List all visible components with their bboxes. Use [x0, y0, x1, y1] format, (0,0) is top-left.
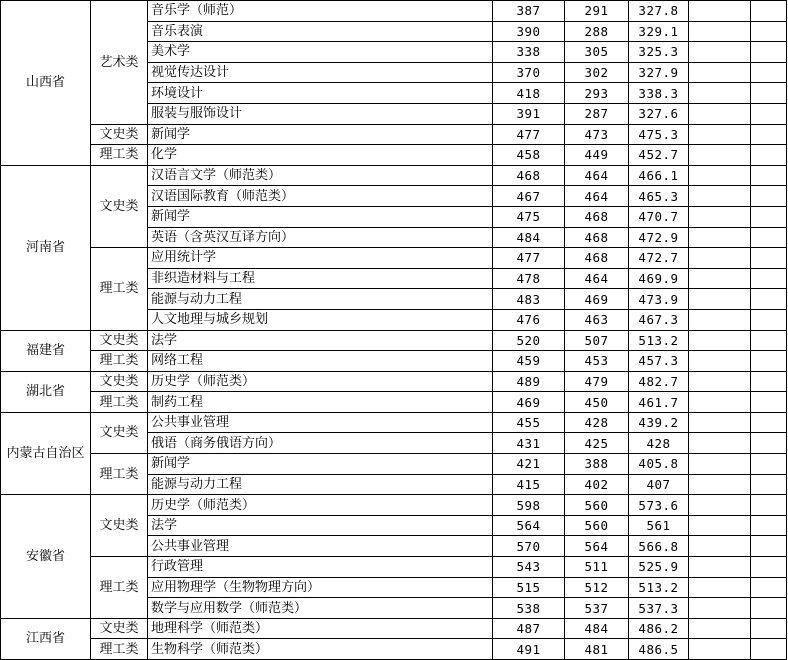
empty-cell[interactable]: [751, 124, 787, 145]
empty-cell[interactable]: [689, 206, 751, 227]
empty-cell[interactable]: [751, 495, 787, 516]
avg-score-cell[interactable]: 467.3: [629, 309, 689, 330]
major-cell[interactable]: 美术学: [148, 42, 493, 63]
min-score-cell[interactable]: 453: [565, 351, 629, 372]
min-score-cell[interactable]: 469: [565, 289, 629, 310]
major-cell[interactable]: 新闻学: [148, 206, 493, 227]
major-cell[interactable]: 汉语言文学（师范类）: [148, 165, 493, 186]
avg-score-cell[interactable]: 573.6: [629, 495, 689, 516]
table-row: [1, 639, 787, 660]
avg-score-cell[interactable]: 461.7: [629, 392, 689, 413]
category-cell[interactable]: 文史类: [91, 371, 148, 392]
empty-cell[interactable]: [751, 165, 787, 186]
table-row: [1, 495, 787, 516]
category-cell[interactable]: 理工类: [91, 639, 148, 660]
major-cell[interactable]: 服装与服饰设计: [148, 103, 493, 124]
major-cell[interactable]: 新闻学: [148, 124, 493, 145]
max-score-cell[interactable]: 477: [493, 248, 565, 269]
empty-cell[interactable]: [689, 454, 751, 475]
max-score-cell[interactable]: 459: [493, 351, 565, 372]
major-cell[interactable]: 历史学（师范类）: [148, 371, 493, 392]
min-score-cell[interactable]: 388: [565, 454, 629, 475]
category-cell[interactable]: 文史类: [91, 165, 148, 247]
max-score-cell[interactable]: 484: [493, 227, 565, 248]
avg-score-cell[interactable]: 472.9: [629, 227, 689, 248]
avg-score-cell[interactable]: 428: [629, 433, 689, 454]
empty-cell[interactable]: [751, 577, 787, 598]
max-score-cell[interactable]: 475: [493, 206, 565, 227]
category-cell[interactable]: 理工类: [91, 351, 148, 372]
table-row: [1, 248, 787, 269]
empty-cell[interactable]: [751, 42, 787, 63]
avg-score-cell[interactable]: 482.7: [629, 371, 689, 392]
max-score-cell[interactable]: 390: [493, 21, 565, 42]
empty-cell[interactable]: [689, 165, 751, 186]
major-cell[interactable]: 应用统计学: [148, 248, 493, 269]
table-row: [1, 412, 787, 433]
table-row: [1, 124, 787, 145]
empty-cell[interactable]: [689, 227, 751, 248]
empty-cell[interactable]: [751, 536, 787, 557]
min-score-cell[interactable]: 479: [565, 371, 629, 392]
empty-cell[interactable]: [689, 618, 751, 639]
major-cell[interactable]: 网络工程: [148, 351, 493, 372]
empty-cell[interactable]: [689, 309, 751, 330]
province-cell[interactable]: 内蒙古自治区: [1, 412, 91, 494]
avg-score-cell[interactable]: 513.2: [629, 330, 689, 351]
major-cell[interactable]: 新闻学: [148, 454, 493, 475]
empty-cell[interactable]: [751, 309, 787, 330]
max-score-cell[interactable]: 421: [493, 454, 565, 475]
major-cell[interactable]: 公共事业管理: [148, 536, 493, 557]
avg-score-cell[interactable]: 329.1: [629, 21, 689, 42]
avg-score-cell[interactable]: 566.8: [629, 536, 689, 557]
min-score-cell[interactable]: 305: [565, 42, 629, 63]
major-cell[interactable]: 公共事业管理: [148, 412, 493, 433]
major-cell[interactable]: 能源与动力工程: [148, 289, 493, 310]
province-cell[interactable]: 福建省: [1, 330, 91, 371]
avg-score-cell[interactable]: 473.9: [629, 289, 689, 310]
avg-score-cell[interactable]: 537.3: [629, 598, 689, 619]
empty-cell[interactable]: [689, 103, 751, 124]
table-row: [1, 330, 787, 351]
empty-cell[interactable]: [689, 557, 751, 578]
empty-cell[interactable]: [689, 433, 751, 454]
max-score-cell[interactable]: 468: [493, 165, 565, 186]
avg-score-cell[interactable]: 407: [629, 474, 689, 495]
max-score-cell[interactable]: 469: [493, 392, 565, 413]
min-score-cell[interactable]: 288: [565, 21, 629, 42]
empty-cell[interactable]: [689, 62, 751, 83]
avg-score-cell[interactable]: 469.9: [629, 268, 689, 289]
max-score-cell[interactable]: 487: [493, 618, 565, 639]
empty-cell[interactable]: [689, 21, 751, 42]
min-score-cell[interactable]: 464: [565, 186, 629, 207]
avg-score-cell[interactable]: 465.3: [629, 186, 689, 207]
min-score-cell[interactable]: 507: [565, 330, 629, 351]
category-cell[interactable]: 文史类: [91, 412, 148, 453]
min-score-cell[interactable]: 468: [565, 206, 629, 227]
empty-cell[interactable]: [689, 248, 751, 269]
empty-cell[interactable]: [689, 515, 751, 536]
empty-cell[interactable]: [751, 557, 787, 578]
table-row: [1, 454, 787, 475]
empty-cell[interactable]: [751, 392, 787, 413]
table-row: [1, 145, 787, 166]
empty-cell[interactable]: [751, 1, 787, 22]
empty-cell[interactable]: [751, 371, 787, 392]
empty-cell[interactable]: [689, 371, 751, 392]
empty-cell[interactable]: [751, 62, 787, 83]
major-cell[interactable]: 英语（含英汉互译方向）: [148, 227, 493, 248]
min-score-cell[interactable]: 560: [565, 495, 629, 516]
major-cell[interactable]: 生物科学（师范类）: [148, 639, 493, 660]
major-cell[interactable]: 俄语（商务俄语方向）: [148, 433, 493, 454]
min-score-cell[interactable]: 468: [565, 248, 629, 269]
table-row: [1, 351, 787, 372]
max-score-cell[interactable]: 415: [493, 474, 565, 495]
avg-score-cell[interactable]: 452.7: [629, 145, 689, 166]
empty-cell[interactable]: [689, 536, 751, 557]
max-score-cell[interactable]: 483: [493, 289, 565, 310]
max-score-cell[interactable]: 478: [493, 268, 565, 289]
max-score-cell[interactable]: 467: [493, 186, 565, 207]
max-score-cell[interactable]: 431: [493, 433, 565, 454]
min-score-cell[interactable]: 512: [565, 577, 629, 598]
min-score-cell[interactable]: 468: [565, 227, 629, 248]
min-score-cell[interactable]: 511: [565, 557, 629, 578]
empty-cell[interactable]: [689, 289, 751, 310]
max-score-cell[interactable]: 570: [493, 536, 565, 557]
empty-cell[interactable]: [689, 495, 751, 516]
max-score-cell[interactable]: 598: [493, 495, 565, 516]
empty-cell[interactable]: [689, 145, 751, 166]
province-cell[interactable]: 江西省: [1, 618, 91, 659]
empty-cell[interactable]: [751, 618, 787, 639]
category-cell[interactable]: 艺术类: [91, 1, 148, 125]
province-cell[interactable]: 山西省: [1, 1, 91, 166]
major-cell[interactable]: 音乐学（师范）: [148, 1, 493, 22]
max-score-cell[interactable]: 387: [493, 1, 565, 22]
empty-cell[interactable]: [751, 515, 787, 536]
category-cell[interactable]: 理工类: [91, 557, 148, 619]
max-score-cell[interactable]: 455: [493, 412, 565, 433]
max-score-cell[interactable]: 515: [493, 577, 565, 598]
avg-score-cell[interactable]: 338.3: [629, 83, 689, 104]
table-row: [1, 618, 787, 639]
major-cell[interactable]: 法学: [148, 330, 493, 351]
empty-cell[interactable]: [751, 145, 787, 166]
max-score-cell[interactable]: 418: [493, 83, 565, 104]
category-cell[interactable]: 文史类: [91, 330, 148, 351]
empty-cell[interactable]: [689, 186, 751, 207]
empty-cell[interactable]: [689, 268, 751, 289]
table-row: [1, 557, 787, 578]
empty-cell[interactable]: [689, 1, 751, 22]
min-score-cell[interactable]: 291: [565, 1, 629, 22]
empty-cell[interactable]: [689, 639, 751, 660]
table-body: [1, 1, 787, 660]
min-score-cell[interactable]: 464: [565, 165, 629, 186]
empty-cell[interactable]: [689, 474, 751, 495]
max-score-cell[interactable]: 543: [493, 557, 565, 578]
province-cell[interactable]: 安徽省: [1, 495, 91, 619]
major-cell[interactable]: 音乐表演: [148, 21, 493, 42]
min-score-cell[interactable]: 481: [565, 639, 629, 660]
max-score-cell[interactable]: 489: [493, 371, 565, 392]
category-cell[interactable]: 理工类: [91, 145, 148, 166]
min-score-cell[interactable]: 425: [565, 433, 629, 454]
avg-score-cell[interactable]: 327.9: [629, 62, 689, 83]
empty-cell[interactable]: [751, 474, 787, 495]
avg-score-cell[interactable]: 466.1: [629, 165, 689, 186]
empty-cell[interactable]: [751, 598, 787, 619]
empty-cell[interactable]: [689, 412, 751, 433]
max-score-cell[interactable]: 338: [493, 42, 565, 63]
province-cell[interactable]: 河南省: [1, 165, 91, 330]
avg-score-cell[interactable]: 327.8: [629, 1, 689, 22]
table-row: [1, 371, 787, 392]
category-cell[interactable]: 理工类: [91, 248, 148, 330]
empty-cell[interactable]: [689, 577, 751, 598]
category-cell[interactable]: 文史类: [91, 124, 148, 145]
empty-cell[interactable]: [751, 103, 787, 124]
min-score-cell[interactable]: 564: [565, 536, 629, 557]
min-score-cell[interactable]: 450: [565, 392, 629, 413]
major-cell[interactable]: 制药工程: [148, 392, 493, 413]
avg-score-cell[interactable]: 525.9: [629, 557, 689, 578]
avg-score-cell[interactable]: 470.7: [629, 206, 689, 227]
empty-cell[interactable]: [751, 21, 787, 42]
min-score-cell[interactable]: 287: [565, 103, 629, 124]
min-score-cell[interactable]: 428: [565, 412, 629, 433]
empty-cell[interactable]: [751, 206, 787, 227]
min-score-cell[interactable]: 293: [565, 83, 629, 104]
min-score-cell[interactable]: 402: [565, 474, 629, 495]
max-score-cell[interactable]: 564: [493, 515, 565, 536]
major-cell[interactable]: 行政管理: [148, 557, 493, 578]
empty-cell[interactable]: [751, 639, 787, 660]
max-score-cell[interactable]: 391: [493, 103, 565, 124]
province-cell[interactable]: 湖北省: [1, 371, 91, 412]
min-score-cell[interactable]: 302: [565, 62, 629, 83]
category-cell[interactable]: 理工类: [91, 454, 148, 495]
empty-cell[interactable]: [751, 248, 787, 269]
min-score-cell[interactable]: 464: [565, 268, 629, 289]
avg-score-cell[interactable]: 486.5: [629, 639, 689, 660]
major-cell[interactable]: 人文地理与城乡规划: [148, 309, 493, 330]
empty-cell[interactable]: [689, 392, 751, 413]
empty-cell[interactable]: [751, 83, 787, 104]
empty-cell[interactable]: [751, 351, 787, 372]
min-score-cell[interactable]: 560: [565, 515, 629, 536]
table-row: [1, 165, 787, 186]
major-cell[interactable]: 汉语国际教育（师范类）: [148, 186, 493, 207]
category-cell[interactable]: 理工类: [91, 392, 148, 413]
empty-cell[interactable]: [689, 330, 751, 351]
major-cell[interactable]: 应用物理学（生物物理方向）: [148, 577, 493, 598]
max-score-cell[interactable]: 520: [493, 330, 565, 351]
category-cell[interactable]: 文史类: [91, 618, 148, 639]
empty-cell[interactable]: [751, 268, 787, 289]
min-score-cell[interactable]: 463: [565, 309, 629, 330]
major-cell[interactable]: 视觉传达设计: [148, 62, 493, 83]
max-score-cell[interactable]: 370: [493, 62, 565, 83]
avg-score-cell[interactable]: 486.2: [629, 618, 689, 639]
major-cell[interactable]: 化学: [148, 145, 493, 166]
avg-score-cell[interactable]: 325.3: [629, 42, 689, 63]
major-cell[interactable]: 环境设计: [148, 83, 493, 104]
max-score-cell[interactable]: 491: [493, 639, 565, 660]
empty-cell[interactable]: [689, 42, 751, 63]
empty-cell[interactable]: [751, 412, 787, 433]
avg-score-cell[interactable]: 457.3: [629, 351, 689, 372]
min-score-cell[interactable]: 537: [565, 598, 629, 619]
max-score-cell[interactable]: 458: [493, 145, 565, 166]
empty-cell[interactable]: [751, 330, 787, 351]
empty-cell[interactable]: [751, 454, 787, 475]
avg-score-cell[interactable]: 475.3: [629, 124, 689, 145]
avg-score-cell[interactable]: 405.8: [629, 454, 689, 475]
avg-score-cell[interactable]: 472.7: [629, 248, 689, 269]
major-cell[interactable]: 地理科学（师范类）: [148, 618, 493, 639]
table-row: [1, 392, 787, 413]
avg-score-cell[interactable]: 561: [629, 515, 689, 536]
empty-cell[interactable]: [689, 124, 751, 145]
max-score-cell[interactable]: 538: [493, 598, 565, 619]
major-cell[interactable]: 能源与动力工程: [148, 474, 493, 495]
empty-cell[interactable]: [689, 351, 751, 372]
major-cell[interactable]: 数学与应用数学（师范类）: [148, 598, 493, 619]
avg-score-cell[interactable]: 327.6: [629, 103, 689, 124]
category-cell[interactable]: 文史类: [91, 495, 148, 557]
max-score-cell[interactable]: 476: [493, 309, 565, 330]
table-row: [1, 1, 787, 22]
empty-cell[interactable]: [751, 186, 787, 207]
empty-cell[interactable]: [689, 598, 751, 619]
empty-cell[interactable]: [751, 433, 787, 454]
max-score-cell[interactable]: 477: [493, 124, 565, 145]
min-score-cell[interactable]: 449: [565, 145, 629, 166]
avg-score-cell[interactable]: 439.2: [629, 412, 689, 433]
min-score-cell[interactable]: 484: [565, 618, 629, 639]
min-score-cell[interactable]: 473: [565, 124, 629, 145]
empty-cell[interactable]: [689, 83, 751, 104]
empty-cell[interactable]: [751, 227, 787, 248]
major-cell[interactable]: 法学: [148, 515, 493, 536]
empty-cell[interactable]: [751, 289, 787, 310]
major-cell[interactable]: 历史学（师范类）: [148, 495, 493, 516]
avg-score-cell[interactable]: 513.2: [629, 577, 689, 598]
major-cell[interactable]: 非织造材料与工程: [148, 268, 493, 289]
